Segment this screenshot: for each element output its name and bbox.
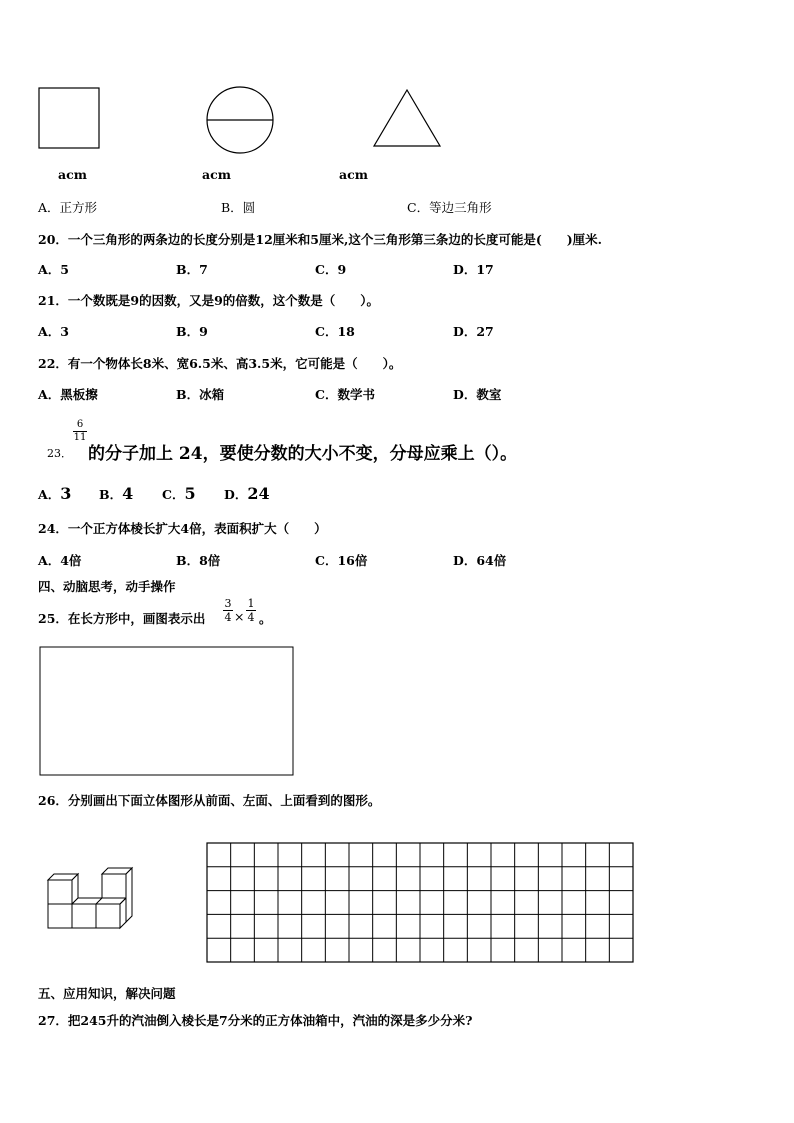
fraction-denominator: 4 <box>224 611 232 624</box>
option-value: 4 <box>122 484 134 503</box>
option-value: 24 <box>247 484 270 503</box>
option-letter: B． <box>99 487 123 502</box>
option-a[interactable]: A．4倍 <box>38 553 82 568</box>
option-b[interactable]: B．9 <box>176 324 208 339</box>
option-b[interactable]: B．冰箱 <box>176 387 225 402</box>
question-25: 25．在长方形中，画图表示出 <box>38 611 206 626</box>
section-heading: 五、应用知识，解决问题 <box>38 986 176 1001</box>
grid-paper[interactable] <box>206 842 635 964</box>
question-22: 22．有一个物体长8米、宽6.5米、高3.5米，它可能是（ ）。 <box>38 356 402 371</box>
option-d[interactable]: D．17 <box>453 262 494 277</box>
question-20: 20．一个三角形的两条边的长度分别是12厘米和5厘米,这个三角形第三条边的长度可能是( )厘米. <box>38 232 603 247</box>
cube-stack-figure <box>44 864 136 932</box>
question-23: 的分子加上 24，要使分数的大小不变，分母应乘上（）。 <box>88 444 518 464</box>
times-sign: × <box>234 609 245 624</box>
question-24: 24．一个正方体棱长扩大4倍，表面积扩大（ ） <box>38 521 327 536</box>
square-figure <box>38 87 100 149</box>
option-c[interactable]: C．9 <box>315 262 347 277</box>
option-letter: D． <box>224 487 248 502</box>
circle-figure <box>205 85 275 155</box>
option-letter: A． <box>38 487 61 502</box>
fraction-denominator: 11 <box>73 432 87 443</box>
option-a[interactable]: A．正方形 <box>38 200 98 215</box>
option-letter: C． <box>162 487 185 502</box>
question-26: 26．分别画出下面立体图形从前面、左面、上面看到的图形。 <box>38 793 381 808</box>
option-b[interactable]: B．8倍 <box>176 553 221 568</box>
option-d[interactable] <box>224 484 270 503</box>
question-21: 21．一个数既是9的因数，又是9的倍数，这个数是（ ）。 <box>38 293 380 308</box>
option-c[interactable]: C．16倍 <box>315 553 368 568</box>
figure-label: acm <box>58 167 87 182</box>
option-c[interactable]: C．等边三角形 <box>407 200 492 215</box>
fraction-numerator: 6 <box>76 419 84 430</box>
option-c[interactable]: C．数学书 <box>315 387 375 402</box>
period: 。 <box>259 611 272 626</box>
fraction-numerator: 1 <box>247 597 255 610</box>
option-c[interactable]: C．18 <box>315 324 355 339</box>
option-c[interactable] <box>162 484 196 503</box>
option-value: 3 <box>60 484 72 503</box>
question-23-number: 23． <box>47 447 72 460</box>
fraction-6-11 <box>73 420 87 443</box>
fraction-denominator: 4 <box>247 611 255 624</box>
section-heading: 四、动脑思考，动手操作 <box>38 579 176 594</box>
triangle-figure <box>372 88 442 150</box>
option-d[interactable]: D．教室 <box>453 387 502 402</box>
fraction-3-4 <box>223 598 233 623</box>
option-value: 5 <box>184 484 196 503</box>
option-b[interactable] <box>99 484 133 503</box>
option-a[interactable]: A．3 <box>38 324 69 339</box>
option-b[interactable]: B．圆 <box>221 200 256 215</box>
option-b[interactable]: B．7 <box>176 262 208 277</box>
option-a[interactable] <box>38 484 71 503</box>
option-d[interactable]: D．64倍 <box>453 553 507 568</box>
fraction-numerator: 3 <box>224 597 232 610</box>
option-a[interactable]: A．5 <box>38 262 69 277</box>
option-a[interactable]: A．黑板擦 <box>38 387 98 402</box>
question-27: 27．把245升的汽油倒入棱长是7分米的正方体油箱中，汽油的深是多少分米? <box>38 1013 473 1028</box>
figure-label: acm <box>339 167 368 182</box>
drawing-rectangle[interactable] <box>39 646 295 777</box>
option-d[interactable]: D．27 <box>453 324 494 339</box>
fraction-1-4 <box>246 598 256 623</box>
figure-label: acm <box>202 167 231 182</box>
